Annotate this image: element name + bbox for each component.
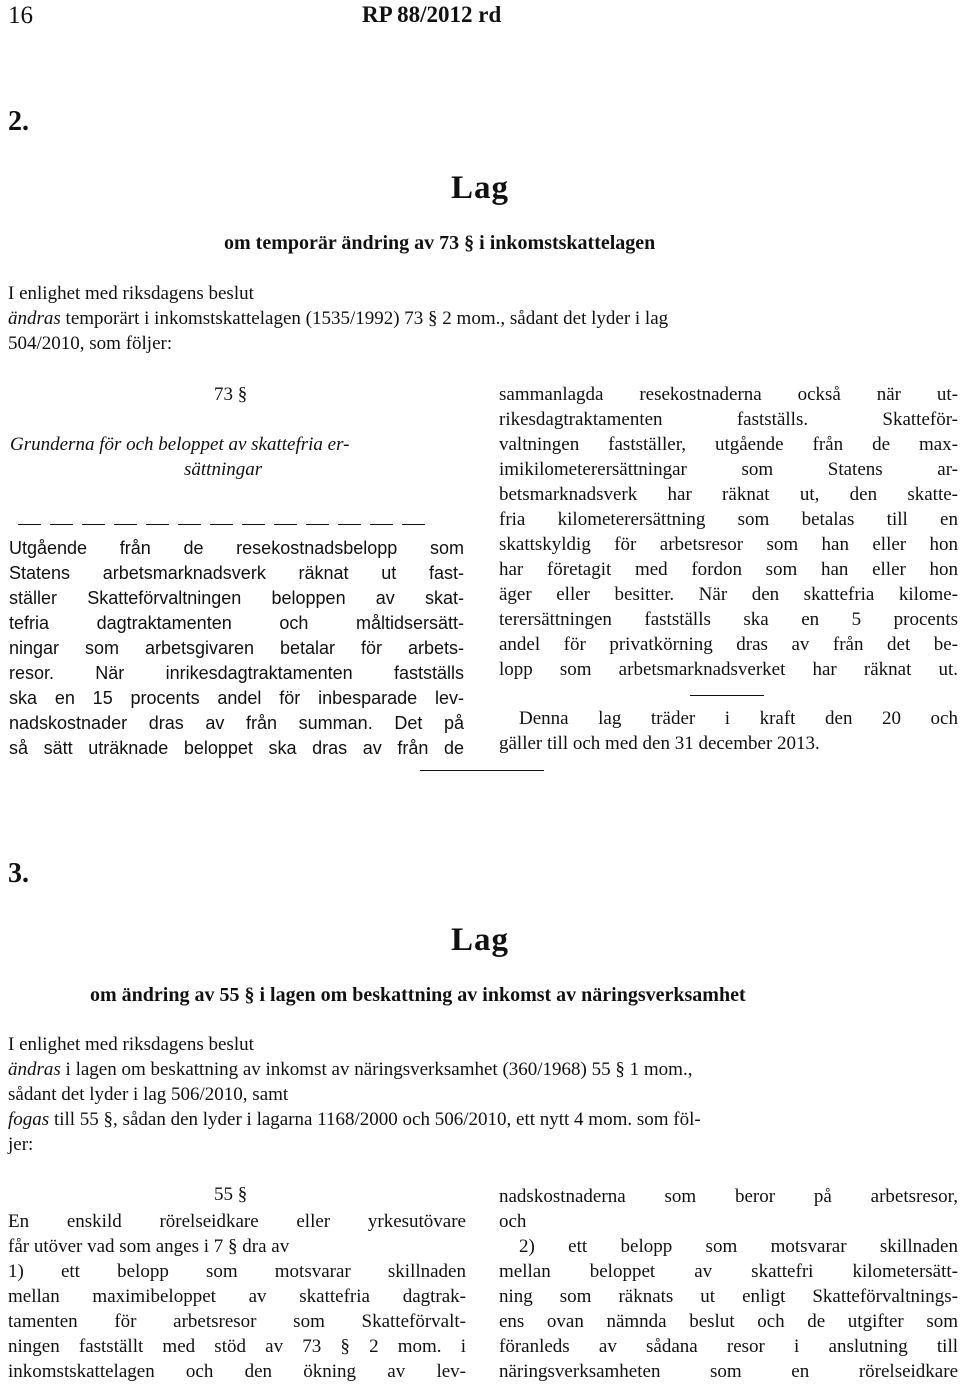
text-line: terersättningen fastställs ska en 5 procents bbox=[499, 609, 958, 630]
text-line: ska en 15 procents andel för inbesparade lev- bbox=[9, 688, 464, 708]
text-line: 1) ett belopp som motsvarar skillnaden bbox=[8, 1261, 466, 1282]
section-heading: Grunderna för och beloppet av skattefria er- bbox=[10, 434, 350, 455]
end-rule bbox=[420, 770, 544, 771]
text-line: skattskyldig för arbetsresor som han eller hon bbox=[499, 534, 958, 555]
text-line: nadskostnader dras av från summan. Det på bbox=[9, 713, 464, 733]
left-column bbox=[8, 1209, 466, 1384]
text-line: har företagit med fordon som han eller hon bbox=[499, 559, 958, 580]
amendment-text: temporärt i inkomstskattelagen (1535/1992) 73 § 2 mom., sådant det lyder i lag bbox=[60, 308, 669, 329]
amendment-verb: ändras bbox=[8, 308, 61, 329]
intro-line: I enlighet med riksdagens beslut bbox=[8, 1034, 254, 1055]
text-line: inkomstskattelagen och den ökning av lev- bbox=[8, 1361, 466, 1382]
intro-line bbox=[8, 1109, 701, 1131]
text-line: får utöver vad som anges i 7 § dra av bbox=[8, 1236, 290, 1257]
law-title: Lag bbox=[451, 922, 510, 958]
omission-dashes bbox=[18, 515, 434, 533]
text-line: lopp som arbetsmarknadsverket har räknat ut. bbox=[499, 659, 958, 680]
text-line: ningar som arbetsgivaren betalar för arbets- bbox=[9, 638, 464, 658]
text-line: föranleds av sådana resor i anslutning till bbox=[499, 1336, 958, 1357]
right-column bbox=[499, 1184, 958, 1384]
text-line: Statens arbetsmarknadsverk räknat ut fast- bbox=[9, 563, 464, 583]
text-line: ning som räknats ut enligt Skatteförvaltnings- bbox=[499, 1286, 958, 1307]
intro-line: I enlighet med riksdagens beslut bbox=[8, 283, 254, 304]
section-number: 55 § bbox=[214, 1184, 248, 1205]
text-line: sammanlagda resekostnaderna också när ut- bbox=[499, 384, 958, 405]
text-line: fria kilometerersättning som betalas till en bbox=[499, 509, 958, 530]
amendment-text: till 55 §, sådan den lyder i lagarna 1168/2000 och 506/2010, ett nytt 4 mom. som föl- bbox=[49, 1109, 701, 1130]
text-line: ställer Skatteförvaltningen beloppen av skat- bbox=[9, 588, 464, 608]
entry-into-force: gäller till och med den 31 december 2013. bbox=[499, 733, 820, 754]
intro-line: sådant det lyder i lag 506/2010, samt bbox=[8, 1084, 289, 1105]
left-column bbox=[9, 536, 464, 761]
page-number: 16 bbox=[8, 2, 33, 29]
text-line: så sätt uträknade beloppet ska dras av från de bbox=[9, 738, 464, 758]
text-line: nadskostnaderna som beror på arbetsresor, bbox=[499, 1186, 958, 1207]
amendment-verb: fogas bbox=[8, 1109, 50, 1130]
text-line: andel för privatkörning dras av från det be- bbox=[499, 634, 958, 655]
section-number: 73 § bbox=[214, 384, 248, 405]
document-id: RP 88/2012 rd bbox=[362, 2, 502, 27]
intro-line: 504/2010, som följer: bbox=[8, 333, 173, 354]
law-subtitle: om temporär ändring av 73 § i inkomstskattelagen bbox=[224, 232, 656, 254]
intro-line bbox=[8, 1059, 692, 1081]
text-line: ens ovan nämnda beslut och de utgifter som bbox=[499, 1311, 958, 1332]
intro-line bbox=[8, 308, 932, 330]
divider-rule bbox=[690, 695, 764, 696]
text-line: Utgående från de resekostnadsbelopp som bbox=[9, 538, 464, 558]
text-line: imikilometerersättningar som Statens ar- bbox=[499, 459, 958, 480]
text-line: mellan maximibeloppet av skattefria dagtrak- bbox=[8, 1286, 466, 1307]
text-line: och bbox=[499, 1211, 527, 1232]
text-line: tamenten för arbetsresor som Skatteförvalt- bbox=[8, 1311, 466, 1332]
amendment-text: i lagen om beskattning av inkomst av näringsverksamhet (360/1968) 55 § 1 mom., bbox=[60, 1059, 693, 1080]
text-line: mellan beloppet av skattefri kilometersätt- bbox=[499, 1261, 958, 1282]
section-heading: sättningar bbox=[184, 459, 263, 480]
right-column bbox=[499, 382, 958, 682]
text-line: näringsverksamheten som en rörelseidkare bbox=[499, 1361, 958, 1382]
intro-line: jer: bbox=[8, 1134, 34, 1155]
text-line: tefria dagtraktamenten och måltidsersätt- bbox=[9, 613, 464, 633]
text-line: ningen fastställt med stöd av 73 § 2 mom. i bbox=[8, 1336, 466, 1357]
law-number: 2. bbox=[8, 106, 29, 137]
law-subtitle: om ändring av 55 § i lagen om beskattning av inkomst av näringsverksamhet bbox=[90, 984, 746, 1006]
text-line: valtningen fastställer, utgående från de max- bbox=[499, 434, 958, 455]
entry-into-force: Denna lag träder i kraft den 20 och bbox=[519, 708, 958, 729]
text-line: resor. När inrikesdagtraktamenten fastställs bbox=[9, 663, 464, 683]
amendment-verb: ändras bbox=[8, 1059, 61, 1080]
text-line: 2) ett belopp som motsvarar skillnaden bbox=[519, 1236, 958, 1257]
text-line: betsmarknadsverk har räknat ut, den skatte- bbox=[499, 484, 958, 505]
text-line: rikesdagtraktamenten fastställs. Skatteför- bbox=[499, 409, 958, 430]
law-number: 3. bbox=[8, 858, 29, 889]
law-title: Lag bbox=[451, 170, 510, 206]
text-line: äger eller besitter. När den skattefria kilome- bbox=[499, 584, 958, 605]
text-line: En enskild rörelseidkare eller yrkesutövare bbox=[8, 1211, 466, 1232]
